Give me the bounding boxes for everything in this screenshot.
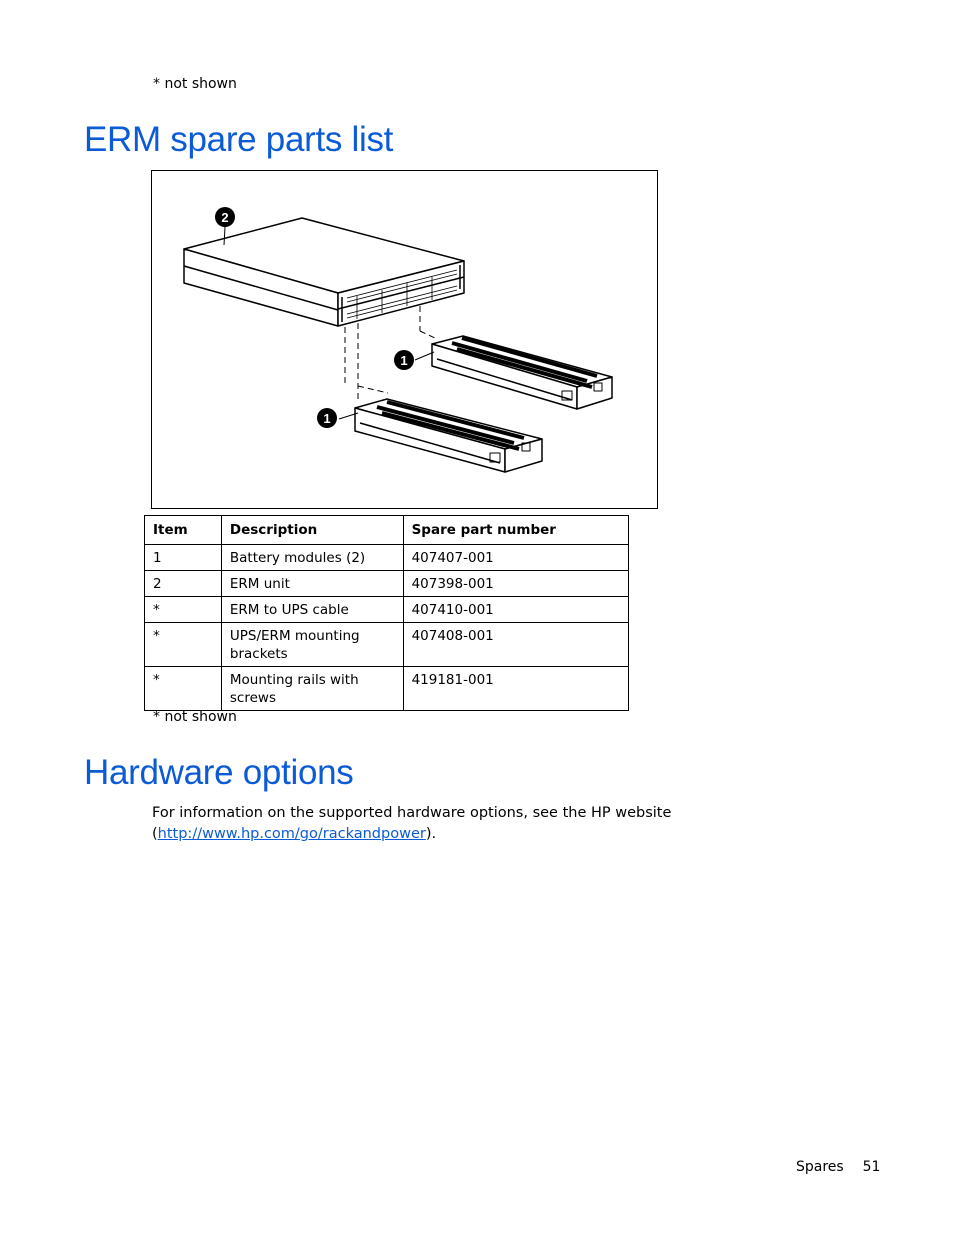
top-not-shown-note: * not shown (153, 76, 237, 92)
table-row (145, 667, 629, 711)
erm-spare-parts-title: ERM spare parts list (84, 120, 394, 159)
cell-part-number: 407398-001 (403, 571, 628, 597)
header-item: Item (145, 516, 222, 545)
header-description: Description (221, 516, 403, 545)
cell-description: ERM unit (221, 571, 403, 597)
erm-figure (151, 170, 658, 509)
callout-1-lower (317, 408, 337, 428)
cell-description: Mounting rails with screws (221, 667, 403, 711)
cell-description: ERM to UPS cable (221, 597, 403, 623)
cell-item: * (145, 667, 222, 711)
hardware-options-paragraph (152, 803, 672, 845)
header-spare-part-number: Spare part number (403, 516, 628, 545)
cell-item: 2 (145, 571, 222, 597)
table-row (145, 571, 629, 597)
erm-illustration (152, 171, 657, 508)
page-footer (796, 1159, 880, 1175)
table-row (145, 545, 629, 571)
hardware-options-title: Hardware options (84, 753, 354, 792)
cell-part-number: 407410-001 (403, 597, 628, 623)
cell-item: * (145, 597, 222, 623)
rackandpower-link[interactable]: http://www.hp.com/go/rackandpower (157, 826, 426, 842)
callout-1-lower-label: 1 (323, 411, 331, 426)
cell-description: UPS/ERM mounting brackets (221, 623, 403, 667)
cell-item: 1 (145, 545, 222, 571)
spare-parts-table (144, 515, 629, 711)
footer-section-name: Spares (796, 1159, 844, 1175)
callout-1-upper (394, 350, 414, 370)
paren-open: ( (152, 826, 158, 842)
callout-2-label: 2 (221, 210, 229, 225)
cell-part-number: 407407-001 (403, 545, 628, 571)
table-header-row (145, 516, 629, 545)
cell-part-number: 419181-001 (403, 667, 628, 711)
paren-close: ). (425, 826, 437, 842)
cell-description: Battery modules (2) (221, 545, 403, 571)
cell-item: * (145, 623, 222, 667)
footer-page-number: 51 (862, 1159, 881, 1175)
table-row (145, 623, 629, 667)
table-row (145, 597, 629, 623)
callout-1-upper-label: 1 (400, 353, 408, 368)
cell-part-number: 407408-001 (403, 623, 628, 667)
paragraph-text: For information on the supported hardware options, see the HP website (152, 805, 672, 821)
table-not-shown-note: * not shown (153, 709, 237, 725)
callout-2 (215, 207, 235, 227)
